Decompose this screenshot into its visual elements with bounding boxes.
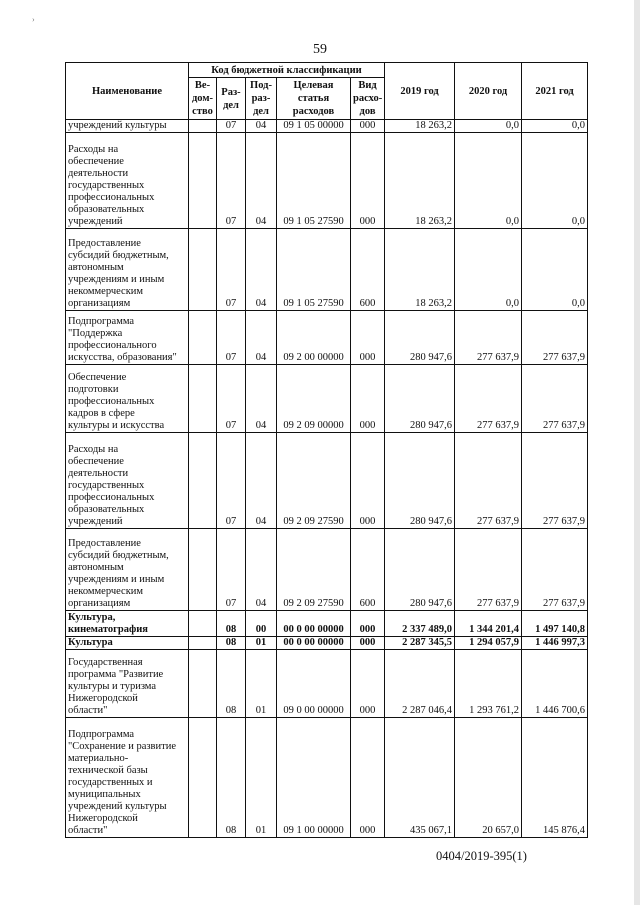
row-2020: 0,0 <box>455 133 522 229</box>
row-2020: 0,0 <box>455 229 522 311</box>
row-podrazdel: 04 <box>246 120 277 133</box>
row-vid: 000 <box>351 311 385 365</box>
row-name: учреждений культуры <box>66 120 189 133</box>
row-2021: 1 446 997,3 <box>522 637 588 650</box>
page-number: 59 <box>313 42 327 57</box>
row-2019: 18 263,2 <box>385 133 455 229</box>
row-podrazdel: 04 <box>246 365 277 433</box>
row-vedomstvo <box>189 120 217 133</box>
page-edge-shadow <box>634 0 640 905</box>
row-2021: 1 446 700,6 <box>522 650 588 718</box>
row-name: Культура <box>66 637 189 650</box>
row-2019: 18 263,2 <box>385 120 455 133</box>
row-target: 09 2 09 27590 <box>277 529 351 611</box>
row-vedomstvo <box>189 637 217 650</box>
row-name: Государственная программа "Развитие культуры и туризма Нижегородской области" <box>66 650 189 718</box>
row-2020: 1 294 057,9 <box>455 637 522 650</box>
row-target: 09 1 05 00000 <box>277 120 351 133</box>
row-target: 00 0 00 00000 <box>277 637 351 650</box>
row-vid: 600 <box>351 529 385 611</box>
row-podrazdel: 01 <box>246 650 277 718</box>
row-2019: 280 947,6 <box>385 433 455 529</box>
row-2019: 280 947,6 <box>385 365 455 433</box>
row-2021: 0,0 <box>522 120 588 133</box>
row-vedomstvo <box>189 529 217 611</box>
row-2021: 1 497 140,8 <box>522 611 588 637</box>
row-razdel: 08 <box>217 718 246 838</box>
row-vedomstvo <box>189 650 217 718</box>
row-2020: 20 657,0 <box>455 718 522 838</box>
document-code: 0404/2019-395(1) <box>436 849 527 863</box>
row-2021: 0,0 <box>522 133 588 229</box>
header-razdel: Раз- дел <box>217 78 246 120</box>
row-2021: 145 876,4 <box>522 718 588 838</box>
row-razdel: 07 <box>217 133 246 229</box>
row-podrazdel: 04 <box>246 229 277 311</box>
row-name: Предоставление субсидий бюджетным, автономным учреждениям и иным некоммерческим организациям <box>66 529 189 611</box>
row-name: Культура, кинематография <box>66 611 189 637</box>
row-vedomstvo <box>189 433 217 529</box>
header-vid: Вид расхо- дов <box>351 78 385 120</box>
row-name: Подпрограмма "Сохранение и развитие материально- технической базы государственных и муниципальных учреждений культуры Нижегородской области" <box>66 718 189 838</box>
row-target: 09 1 05 27590 <box>277 133 351 229</box>
budget-table <box>65 62 588 838</box>
row-razdel: 07 <box>217 311 246 365</box>
row-razdel: 07 <box>217 229 246 311</box>
row-2020: 1 293 761,2 <box>455 650 522 718</box>
row-podrazdel: 01 <box>246 637 277 650</box>
header-podrazdel: Под- раз- дел <box>246 78 277 120</box>
header-2020: 2020 год <box>455 63 522 120</box>
row-target: 09 0 00 00000 <box>277 650 351 718</box>
row-vid: 000 <box>351 133 385 229</box>
row-vedomstvo <box>189 611 217 637</box>
header-vedomstvo: Ве- дом- ство <box>189 78 217 120</box>
row-2019: 280 947,6 <box>385 311 455 365</box>
row-razdel: 07 <box>217 529 246 611</box>
header-name: Наименование <box>66 63 189 120</box>
row-2020: 1 344 201,4 <box>455 611 522 637</box>
row-name: Подпрограмма "Поддержка профессионального искусства, образования" <box>66 311 189 365</box>
row-target: 09 1 00 00000 <box>277 718 351 838</box>
row-vedomstvo <box>189 311 217 365</box>
row-2021: 277 637,9 <box>522 529 588 611</box>
header-kbk: Код бюджетной классификации <box>189 63 385 78</box>
row-2019: 18 263,2 <box>385 229 455 311</box>
row-2021: 277 637,9 <box>522 365 588 433</box>
row-2019: 280 947,6 <box>385 529 455 611</box>
header-2019: 2019 год <box>385 63 455 120</box>
row-podrazdel: 04 <box>246 433 277 529</box>
row-vid: 000 <box>351 365 385 433</box>
row-vid: 000 <box>351 718 385 838</box>
row-podrazdel: 00 <box>246 611 277 637</box>
row-2021: 277 637,9 <box>522 433 588 529</box>
row-2019: 435 067,1 <box>385 718 455 838</box>
row-target: 09 2 00 00000 <box>277 311 351 365</box>
row-razdel: 08 <box>217 611 246 637</box>
row-razdel: 08 <box>217 650 246 718</box>
row-2020: 277 637,9 <box>455 311 522 365</box>
row-vedomstvo <box>189 229 217 311</box>
row-podrazdel: 04 <box>246 133 277 229</box>
row-2021: 277 637,9 <box>522 311 588 365</box>
row-vid: 000 <box>351 433 385 529</box>
row-name: Расходы на обеспечение деятельности государственных профессиональных образовательных учреждений <box>66 133 189 229</box>
row-vid: 000 <box>351 650 385 718</box>
scan-mark: › <box>32 15 35 24</box>
row-target: 09 1 05 27590 <box>277 229 351 311</box>
row-vedomstvo <box>189 365 217 433</box>
row-vid: 000 <box>351 637 385 650</box>
row-vid: 000 <box>351 120 385 133</box>
row-podrazdel: 01 <box>246 718 277 838</box>
row-target: 09 2 09 27590 <box>277 433 351 529</box>
header-target: Целевая статья расходов <box>277 78 351 120</box>
row-2019: 2 337 489,0 <box>385 611 455 637</box>
table-body <box>66 120 588 838</box>
row-podrazdel: 04 <box>246 529 277 611</box>
row-vid: 000 <box>351 611 385 637</box>
row-2020: 277 637,9 <box>455 365 522 433</box>
row-razdel: 07 <box>217 365 246 433</box>
row-target: 00 0 00 00000 <box>277 611 351 637</box>
row-2020: 277 637,9 <box>455 433 522 529</box>
row-razdel: 07 <box>217 433 246 529</box>
header-2021: 2021 год <box>522 63 588 120</box>
row-name: Расходы на обеспечение деятельности государственных профессиональных образовательных учреждений <box>66 433 189 529</box>
row-2021: 0,0 <box>522 229 588 311</box>
row-target: 09 2 09 00000 <box>277 365 351 433</box>
row-vedomstvo <box>189 133 217 229</box>
row-2020: 277 637,9 <box>455 529 522 611</box>
row-name: Предоставление субсидий бюджетным, автономным учреждениям и иным некоммерческим организациям <box>66 229 189 311</box>
row-2019: 2 287 345,5 <box>385 637 455 650</box>
row-vid: 600 <box>351 229 385 311</box>
row-razdel: 07 <box>217 120 246 133</box>
row-razdel: 08 <box>217 637 246 650</box>
row-2019: 2 287 046,4 <box>385 650 455 718</box>
row-podrazdel: 04 <box>246 311 277 365</box>
row-2020: 0,0 <box>455 120 522 133</box>
row-name: Обеспечение подготовки профессиональных кадров в сфере культуры и искусства <box>66 365 189 433</box>
row-vedomstvo <box>189 718 217 838</box>
